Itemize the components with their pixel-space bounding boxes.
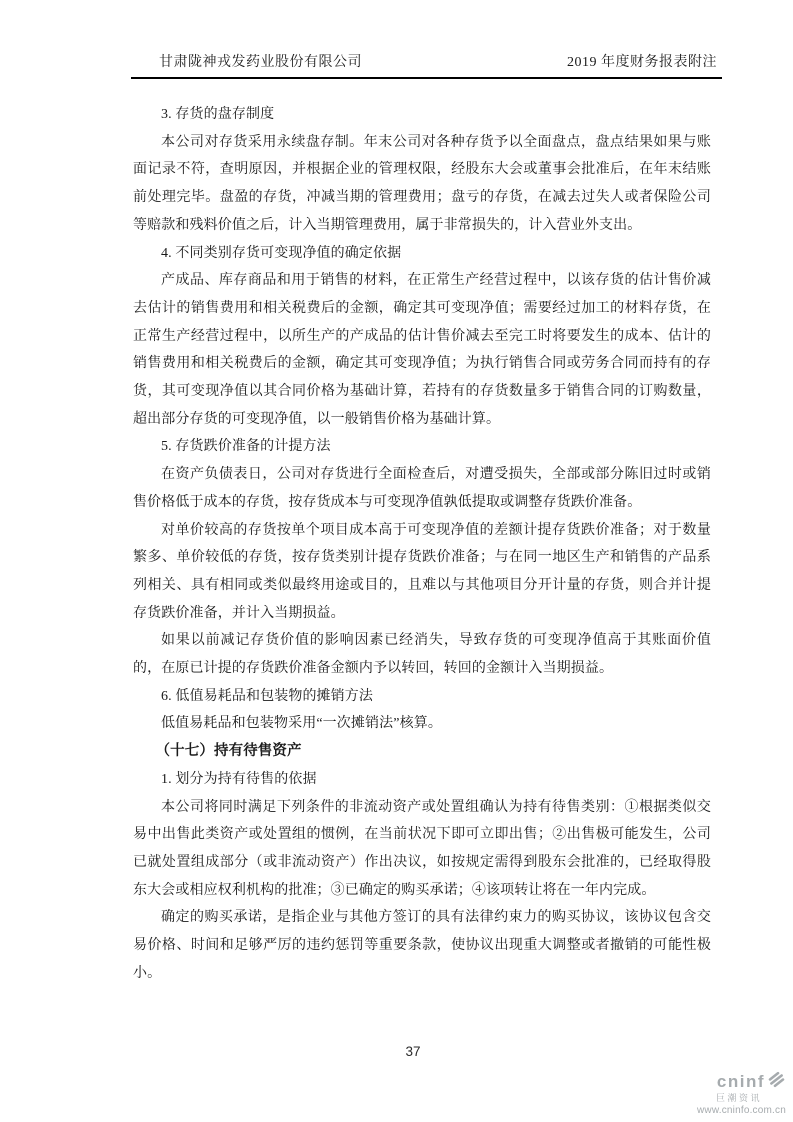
section-17-held-for-sale-heading: （十七）持有待售资产 xyxy=(155,743,302,760)
item-3-inventory-system-title: 3. 存货的盘存制度 xyxy=(161,107,275,122)
cninfo-brand-chinese: 巨潮资讯 xyxy=(715,1093,762,1103)
header-doc-title: 2019 年度财务报表附注 xyxy=(567,55,717,70)
para-purchase-commitment: 确定的购买承诺，是指企业与其他方签订的具有法律约束力的购买协议，该协议包含交易价格、时间和足够严厉的违约惩罚等重要条款，使协议出现重大调整或者撤销的可能性极小。 xyxy=(133,910,711,981)
item-6-amortization-title: 6. 低值易耗品和包装物的摊销方法 xyxy=(161,688,374,704)
para-writedown-by-item: 对单价较高的存货按单个项目成本高于可变现净值的差额计提存货跌价准备；对于数量繁多、单价较低的存货，按存货类别计提存货跌价准备；与在同一地区生产和销售的产品系列相关、具有相同或类似最终用途或目的，且难以与其他项目分开计量的存货，则合并计提存货跌价准备，并计入当期损益。 xyxy=(133,522,711,621)
document-body xyxy=(133,101,711,988)
para-writedown-check: 在资产负债表日，公司对存货进行全面检查后，对遭受损失，全部或部分陈旧过时或销售价格低于成本的存货，按存货成本与可变现净值孰低提取或调整存货跌价准备。 xyxy=(133,467,711,510)
header-company-name: 甘肃陇神戎发药业股份有限公司 xyxy=(159,55,362,70)
item-4-nrv-basis-title: 4. 不同类别存货可变现净值的确定依据 xyxy=(161,245,402,261)
para-inventory-system: 本公司对存货采用永续盘存制。年末公司对各种存货予以全面盘点，盘点结果如果与账面记录不符，查明原因，并根据企业的管理权限，经股东大会或董事会批准后，在年末结账前处理完毕。盘盈的存货，冲减当期的管理费用；盘亏的存货，在减去过失人或者保险公司等赔款和残料价值之后，计入当期管理费用，属于非常损失的，计入营业外支出。 xyxy=(133,134,711,233)
header-rule xyxy=(131,77,722,79)
cninfo-brand-text: cninf xyxy=(716,1072,765,1091)
cninfo-swirl-icon xyxy=(767,1071,786,1092)
item-5-writedown-method-title: 5. 存货跌价准备的计提方法 xyxy=(161,439,331,455)
para-held-for-sale-conditions: 本公司将同时满足下列条件的非流动资产或处置组确认为持有待售类别：①根据类似交易中出售此类资产或处置组的惯例，在当前状况下即可立即出售；②出售极可能发生，公司已就处置组成部分（或非流动资产）作出决议，如按规定需得到股东会批准的，已经取得股东大会或相应权利机构的批准；③已确定的购买承诺；④该项转让将在一年内完成。 xyxy=(133,799,711,898)
cninfo-logo-row xyxy=(697,1071,786,1092)
page-header xyxy=(159,51,717,71)
cninfo-url-text: www.cninfo.com.cn xyxy=(697,1105,786,1116)
para-nrv-basis: 产成品、库存商品和用于销售的材料，在正常生产经营过程中，以该存货的估计售价减去估计的销售费用和相关税费后的金额，确定其可变现净值；需要经过加工的材料存货，在正常生产经营过程中，以所生产的产成品的估计售价减去至完工时将要发生的成本、估计的销售费用和相关税费后的金额，确定其可变现净值；为执行销售合同或劳务合同而持有的存货，其可变现净值以其合同价格为基础计算，若持有的存货数量多于销售合同的订购数量，超出部分存货的可变现净值，以一般销售价格为基础计算。 xyxy=(133,273,711,427)
para-amortization-method: 低值易耗品和包装物采用“一次摊销法”核算。 xyxy=(161,716,442,732)
para-writedown-reversal: 如果以前减记存货价值的影响因素已经消失，导致存货的可变现净值高于其账面价值的，在原已计提的存货跌价准备金额内予以转回，转回的金额计入当期损益。 xyxy=(133,633,711,677)
item-1-classification-basis-title: 1. 划分为持有待售的依据 xyxy=(161,771,317,787)
page-number: 37 xyxy=(405,1044,421,1059)
cninfo-watermark xyxy=(697,1071,786,1116)
